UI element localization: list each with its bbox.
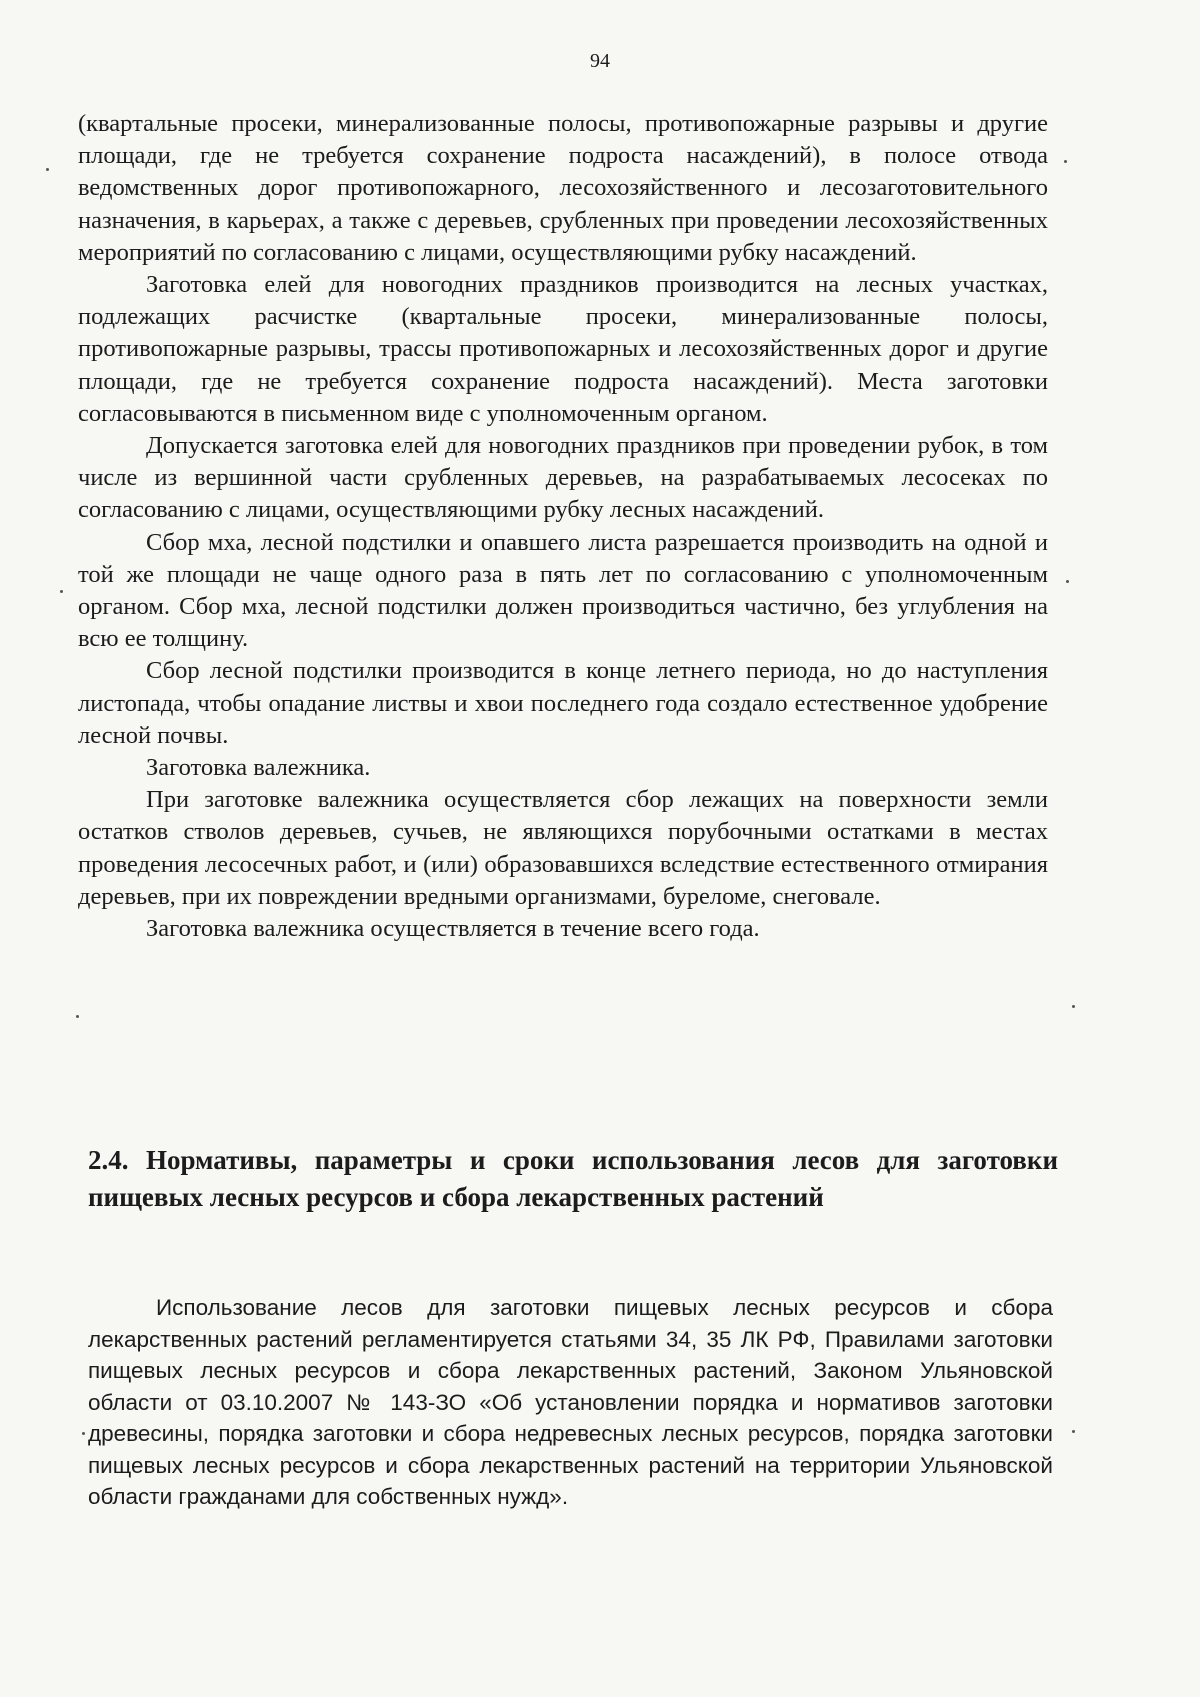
scan-speck xyxy=(1064,160,1067,163)
scan-speck xyxy=(82,1432,85,1435)
paragraph: Сбор мха, лесной подстилки и опавшего листа разрешается производить на одной и той же площади не чаще одного раза в пять лет по согласованию с уполномоченным органом. Сбор мха, лесной подстилки должен производиться частично, без углубления на всю ее толщину. xyxy=(78,528,1048,653)
scan-speck xyxy=(60,590,63,593)
paragraph: Сбор лесной подстилки производится в конце летнего периода, но до наступления листопада, чтобы опадание листвы и хвои последнего года создало естественное удобрение лесной почвы. xyxy=(78,657,1048,749)
scan-speck xyxy=(1072,1005,1075,1008)
scan-speck xyxy=(46,168,49,171)
section-heading: 2.4. Нормативы, параметры и сроки использования лесов для заготовки пищевых лесных ресурсов и сбора лекарственных растений xyxy=(88,1145,1058,1212)
paragraph: Заготовка елей для новогодних праздников производится на лесных участках, подлежащих расчистке (квартальные просеки, минерализованные полосы, противопожарные разрывы, трассы противопожарных и лесохозяйственных дорог и другие площади, где не требуется сохранение подроста насаждений). Места заготовки согласовываются в письменном виде с уполномоченным органом. xyxy=(78,271,1048,427)
page-number: 94 xyxy=(590,50,610,72)
paragraph: Заготовка валежника осуществляется в течение всего года. xyxy=(146,915,760,943)
scan-speck xyxy=(1072,1430,1075,1433)
scan-speck xyxy=(1066,580,1069,583)
scan-speck xyxy=(76,1015,79,1018)
paragraph: Заготовка валежника. xyxy=(146,754,371,782)
paragraph: Допускается заготовка елей для новогодних праздников при проведении рубок, в том числе из вершинной части срубленных деревьев, на разрабатываемых лесосеках по согласованию с лицами, осуществляющими рубку лесных насаждений. xyxy=(78,432,1048,524)
paragraph: При заготовке валежника осуществляется сбор лежащих на поверхности земли остатков стволов деревьев, сучьев, не являющихся порубочными остатками в местах проведения лесосечных работ, и (или) образовавшихся вследствие естественного отмирания деревьев, при их повреждении вредными организмами, буреломе, снеговале. xyxy=(78,786,1048,910)
paragraph-continuation: (квартальные просеки, минерализованные полосы, противопожарные разрывы и другие площади, где не требуется сохранение подроста насаждений), в полосе отвода ведомственных дорог противопожарного, лесохозяйственного и лесозаготовительного назначения, в карьерах, а также с деревьев, срубленных при проведении лесохозяйственных мероприятий по согласованию с лицами, осуществляющими рубку насаждений. xyxy=(78,110,1048,266)
body-text xyxy=(78,108,1048,945)
section-paragraph: Использование лесов для заготовки пищевых лесных ресурсов и сбора лекарственных растений регламентируется статьями 34, 35 ЛК РФ, Правилами заготовки пищевых лесных ресурсов и сбора лекарственных растений, Законом Ульяновской области от 03.10.2007 № 143-ЗО «Об установлении порядка и нормативов заготовки древесины, порядка заготовки и сбора недревесных лесных ресурсов, порядка заготовки пищевых лесных ресурсов и сбора лекарственных растений на территории Ульяновской области гражданами для собственных нужд». xyxy=(88,1295,1053,1509)
